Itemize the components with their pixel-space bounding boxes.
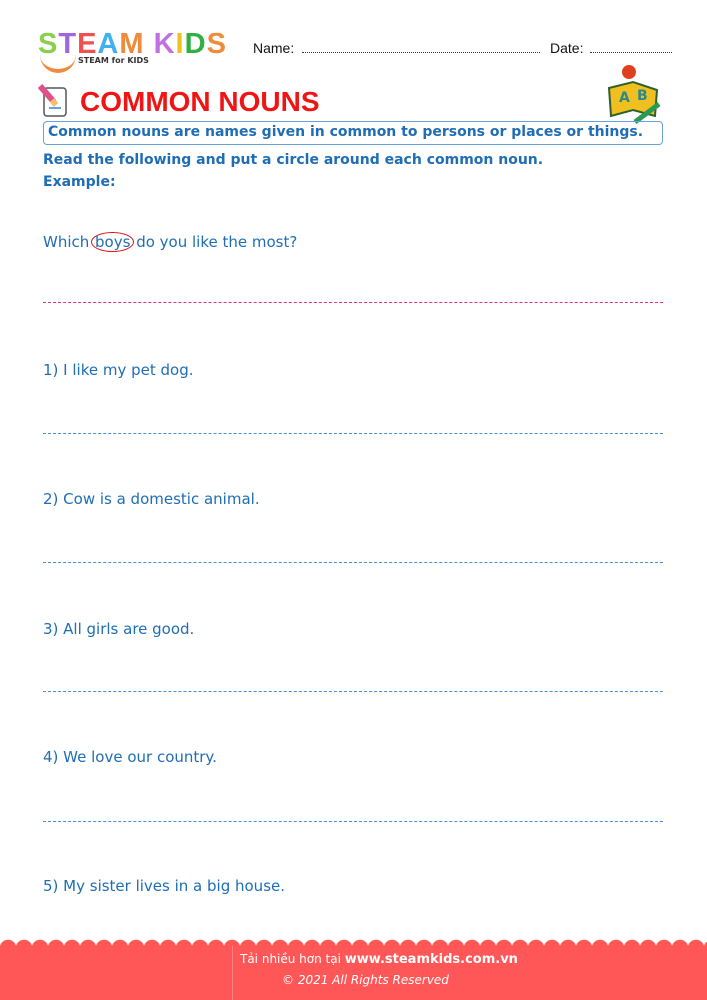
- answer-line: [43, 821, 663, 822]
- example-label: Example:: [43, 174, 116, 190]
- example-sentence: [43, 232, 297, 252]
- sentence-5: 5) My sister lives in a big house.: [43, 877, 285, 895]
- footer: [0, 946, 707, 1000]
- logo-letter: D: [184, 28, 207, 60]
- circled-noun: boys: [91, 232, 134, 252]
- instruction-text: Read the following and put a circle around each common noun.: [43, 152, 544, 168]
- footer-prefix: Tải nhiều hơn tại: [240, 952, 345, 966]
- footer-site-link[interactable]: www.steamkids.com.vn: [344, 952, 518, 967]
- page-title: COMMON NOUNS: [80, 86, 320, 117]
- logo-letter: E: [77, 28, 98, 60]
- svg-text:A: A: [619, 90, 630, 106]
- answer-line: [43, 691, 663, 692]
- footer-copyright: © 2021 All Rights Reserved: [282, 973, 449, 987]
- date-label: Date:: [550, 40, 584, 56]
- example-text-after: do you like the most?: [131, 233, 298, 251]
- answer-line: [43, 562, 663, 563]
- sentence-3: 3) All girls are good.: [43, 620, 195, 638]
- logo-letter: K: [153, 28, 176, 60]
- logo-letter: [145, 30, 154, 59]
- logo-letter: I: [175, 28, 185, 60]
- logo-letter: T: [58, 28, 78, 60]
- sentence-4: 4) We love our country.: [43, 748, 217, 766]
- example-text-before: Which: [43, 233, 95, 251]
- name-label: Name:: [253, 40, 295, 56]
- logo-swoosh-icon: [40, 55, 76, 73]
- pencil-paper-icon: [36, 82, 72, 118]
- definition-text: Common nouns are names given in common to persons or places or things.: [48, 124, 644, 140]
- footer-divider: [232, 946, 233, 1000]
- logo-letter: S: [38, 28, 59, 60]
- sentence-1: 1) I like my pet dog.: [43, 361, 194, 379]
- ab-book-icon: [605, 58, 663, 128]
- logo-subtitle: STEAM for KIDS: [78, 56, 149, 65]
- answer-line: [43, 302, 663, 303]
- sentence-2: 2) Cow is a domestic animal.: [43, 490, 260, 508]
- answer-line: [43, 433, 663, 434]
- name-field[interactable]: [302, 40, 540, 53]
- logo-letter: M: [119, 28, 145, 60]
- logo-letter: S: [206, 28, 227, 60]
- logo-letter: A: [97, 28, 120, 60]
- svg-text:B: B: [637, 88, 648, 104]
- date-field[interactable]: [590, 40, 672, 53]
